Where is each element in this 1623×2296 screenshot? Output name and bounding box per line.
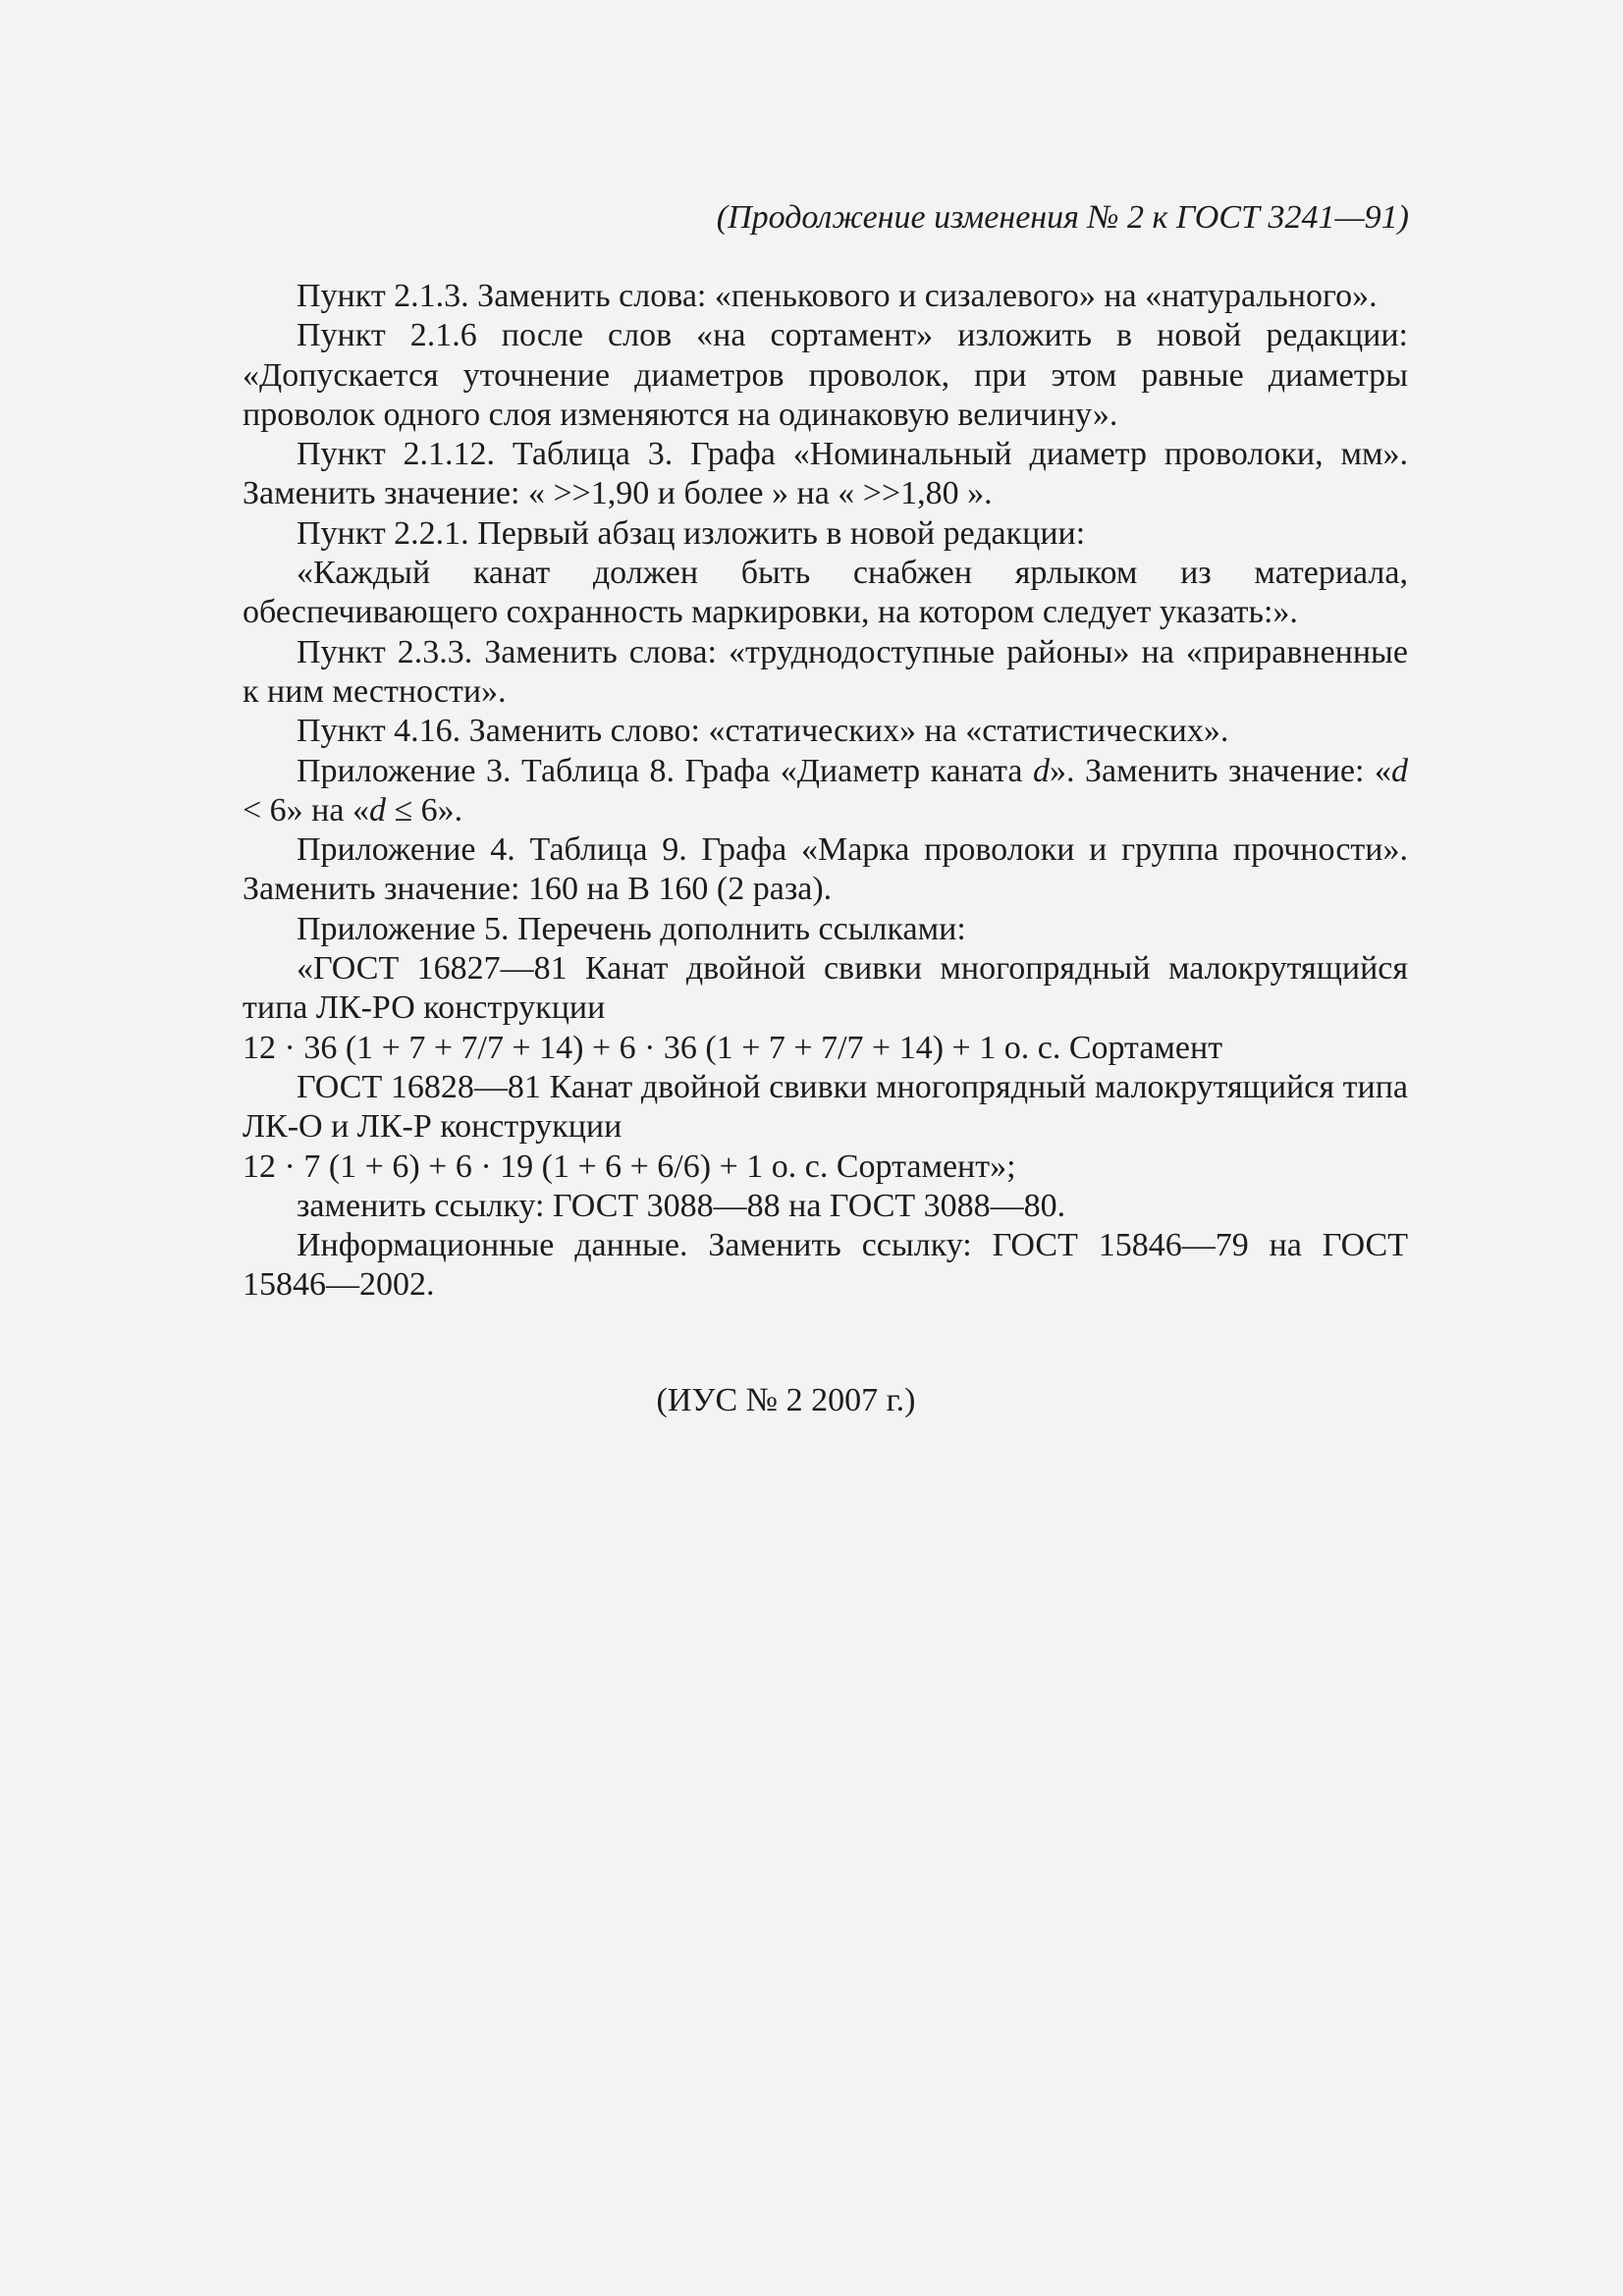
variable-d: d [1032, 752, 1050, 789]
document-body [243, 277, 1408, 1306]
paragraph-item-2-3-3: Пункт 2.3.3. Заменить слова: «труднодоступные районы» на «приравненные к ним местности». [243, 633, 1408, 710]
formula-line-16827: 12 · 36 (1 + 7 + 7/7 + 14) + 6 · 36 (1 + 7 + 7/7 + 14) + 1 о. с. Сортамент [243, 1029, 1223, 1066]
page-header: (Продолжение изменения № 2 к ГОСТ 3241—91) [716, 199, 1409, 236]
paragraph-item-4-16: Пункт 4.16. Заменить слово: «статических» на «статистических». [297, 713, 1229, 750]
paragraph-appendix-3 [243, 752, 1408, 831]
text-fragment: ». Заменить значение: « [1049, 752, 1391, 789]
paragraph-gost-16827: «ГОСТ 16827—81 Канат двойной свивки многопрядный малокрутящийся типа ЛК-РО конструкции [243, 950, 1408, 1027]
paragraph-replace-reference: заменить ссылку: ГОСТ 3088—88 на ГОСТ 3088—80. [297, 1187, 1066, 1224]
text-fragment: Приложение 3. Таблица 8. Графа «Диаметр каната [297, 752, 1033, 789]
paragraph-gost-16828: ГОСТ 16828—81 Канат двойной свивки многопрядный малокрутящийся типа ЛК-О и ЛК-Р конструкции [243, 1068, 1408, 1146]
formula-line-16828: 12 · 7 (1 + 6) + 6 · 19 (1 + 6 + 6/6) + 1 о. с. Сортамент»; [243, 1148, 1016, 1185]
paragraph-item-2-2-1: Пункт 2.2.1. Первый абзац изложить в новой редакции: [297, 514, 1086, 552]
page-footer [0, 1384, 1623, 1417]
paragraph-appendix-5: Приложение 5. Перечень дополнить ссылками: [297, 910, 966, 947]
paragraph-item-2-1-12: Пункт 2.1.12. Таблица 3. Графа «Номинальный диаметр проволоки, мм». Заменить значение: « >>1,90 и более » на « >>1,80 ». [243, 436, 1408, 512]
paragraph-item-2-1-3: Пункт 2.1.3. Заменить слова: «пенькового и сизалевого» на «натурального». [297, 278, 1378, 314]
paragraph-info-data: Информационные данные. Заменить ссылку: ГОСТ 15846—79 на ГОСТ 15846—2002. [243, 1227, 1408, 1304]
text-fragment: ≤ 6». [385, 791, 463, 828]
footer-text: (ИУС № 2 2007 г.) [656, 1382, 916, 1418]
paragraph-appendix-4: Приложение 4. Таблица 9. Графа «Марка проволоки и группа прочности». Заменить значение: 160 на В 160 (2 раза). [243, 831, 1408, 908]
paragraph-item-2-1-6: Пункт 2.1.6 после слов «на сортамент» изложить в новой редакции: «Допускается уточнение диаметров проволок, при этом равные диаметры проволок одного слоя изменяются на одинаковую величину». [243, 317, 1408, 433]
text-fragment: < 6» на « [243, 791, 369, 828]
paragraph-quote-label: «Каждый канат должен быть снабжен ярлыком из материала, обеспечивающего сохранность маркировки, на котором следует указать:». [243, 555, 1408, 631]
variable-d: d [1390, 752, 1408, 789]
variable-d: d [368, 791, 386, 828]
